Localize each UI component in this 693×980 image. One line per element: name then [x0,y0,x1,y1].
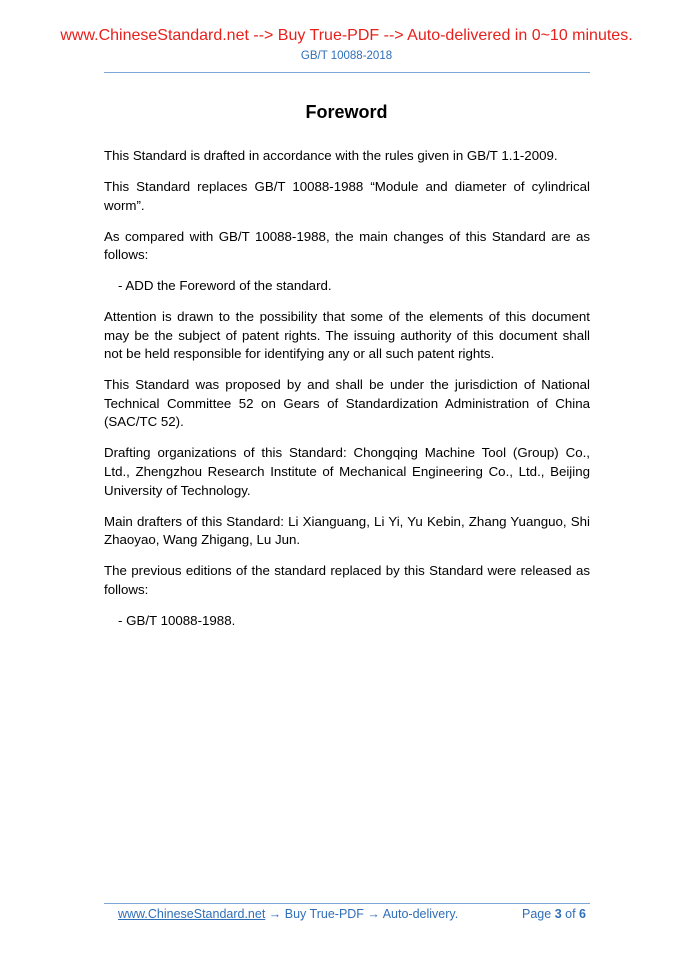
footer-site-link[interactable]: www.ChineseStandard.net [118,907,266,921]
paragraph-replaces: This Standard replaces GB/T 10088-1988 “Module and diameter of cylindrical worm”. [104,178,590,213]
list-item-previous-edition: - GB/T 10088-1988. [118,612,236,628]
footer-trail-text: → Buy True-PDF → Auto-delivery. [265,907,459,921]
page-label: Page [522,907,552,921]
paragraph-drafting-organizations: Drafting organizations of this Standard: Chongqing Machine Tool (Group) Co., Ltd., Zhengzhou Research Institute of Mechanical Engineering Co., Ltd., Beijing University of Technology. [104,445,590,498]
footer-divider [104,903,590,904]
paragraph-previous-editions: The previous editions of the standard replaced by this Standard were released as follows: [104,563,590,597]
page-footer [118,907,586,921]
header-divider [104,72,590,73]
paragraph-jurisdiction: This Standard was proposed by and shall be under the jurisdiction of National Technical Committee 52 on Gears of Standardization Administration of China (SAC/TC 52). [104,377,590,430]
promo-banner[interactable]: www.ChineseStandard.net --> Buy True-PDF --> Auto-delivered in 0~10 minutes. [60,27,633,44]
paragraph-drafting-rules: This Standard is drafted in accordance with the rules given in GB/T 1.1-2009. [104,148,558,163]
page-total: 6 [579,907,586,921]
page-title: Foreword [305,102,388,122]
paragraph-main-changes: As compared with GB/T 10088-1988, the main changes of this Standard are as follows: [104,228,590,263]
page-of: of [565,907,576,921]
page-indicator [522,907,586,921]
page-current: 3 [554,907,562,921]
standard-code: GB/T 10088-2018 [300,50,393,62]
document-body [104,147,590,643]
paragraph-main-drafters: Main drafters of this Standard: Li Xianguang, Li Yi, Yu Kebin, Zhang Yuanguo, Shi Zhaoyao, Wang Zhigang, Lu Jun. [104,513,590,548]
list-item-change: - ADD the Foreword of the standard. [118,278,332,294]
paragraph-patent-rights: Attention is drawn to the possibility that some of the elements of this document may be the subject of patent rights. The issuing authority of this document shall not be held responsible for identifying any or all such patent rights. [104,309,590,362]
